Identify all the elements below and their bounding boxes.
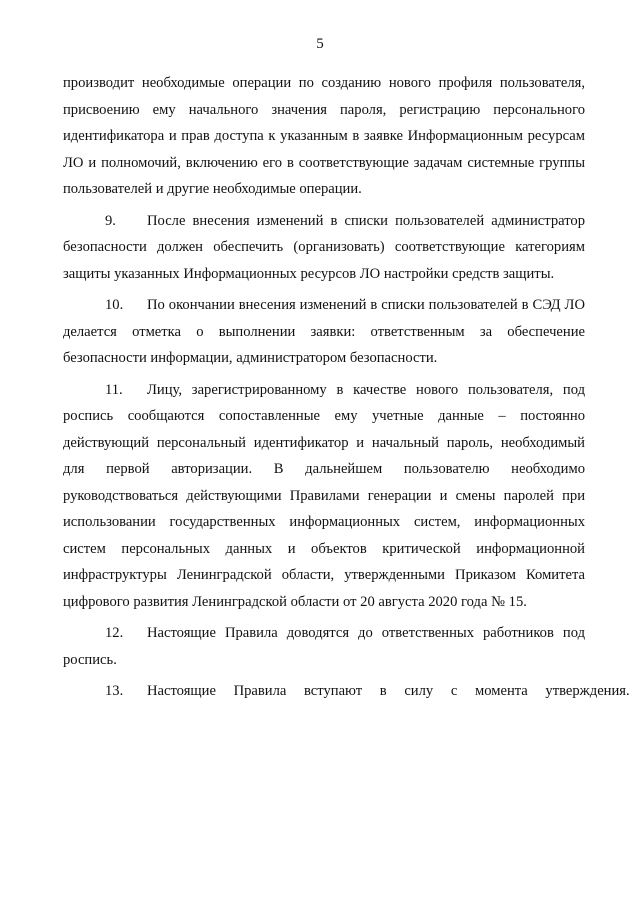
paragraph-text: производит необходимые операции по созданию нового профиля пользователя, присвоению ему начального значения пароля, регистрацию персонального идентификатора и прав доступа к указанным в заявке Информационным ресурсам ЛО и полномочий, включению его в соответствующие задачам системные группы пользователей и другие необходимые операции. [63, 75, 585, 197]
paragraph-text: После внесения изменений в списки пользователей администратор безопасности должен обеспечить (организовать) соответствующие категориям защиты указанных Информационных ресурсов ЛО настройки средств защиты. [63, 212, 585, 282]
paragraph-9 [63, 208, 585, 288]
paragraph-text: По окончании внесения изменений в списки пользователей в СЭД ЛО делается отметка о выполнении заявки: ответственным за обеспечение безопасности информации, администратором безопасности. [63, 297, 585, 366]
paragraph-number: 12. [105, 625, 124, 641]
paragraph-text: Лицу, зарегистрированному в качестве нового пользователя, под роспись сообщаются сопоставленные ему учетные данные – постоянно действующий персональный идентификатор и начальный пароль, необходимый для первой авторизации. В дальнейшем пользователю необходимо руководствоваться действующими Правилами генерации и смены паролей при использовании государственных информационных систем, информационных систем персональных данных и объектов критической информационной инфраструктуры Ленинградской области, утвержденными Приказом Комитета цифрового развития Ленинградской области от 20 августа 2020 года № 15. [63, 381, 585, 610]
paragraph-number: 13. [105, 683, 124, 699]
page-number: 5 [316, 36, 324, 52]
paragraph-number: 10. [105, 297, 124, 313]
paragraph-11 [63, 377, 585, 616]
paragraph-text: Настоящие Правила доводятся до ответственных работников под роспись. [63, 625, 585, 668]
paragraph-13 [63, 678, 630, 705]
paragraph-10 [63, 292, 585, 372]
document-body [63, 70, 630, 705]
paragraph-text: Настоящие Правила вступают в силу с момента утверждения. [147, 683, 630, 699]
paragraph-number: 11. [105, 381, 123, 398]
paragraph-number: 9. [105, 212, 116, 229]
paragraph-continuation [63, 70, 585, 203]
paragraph-12 [63, 620, 585, 673]
